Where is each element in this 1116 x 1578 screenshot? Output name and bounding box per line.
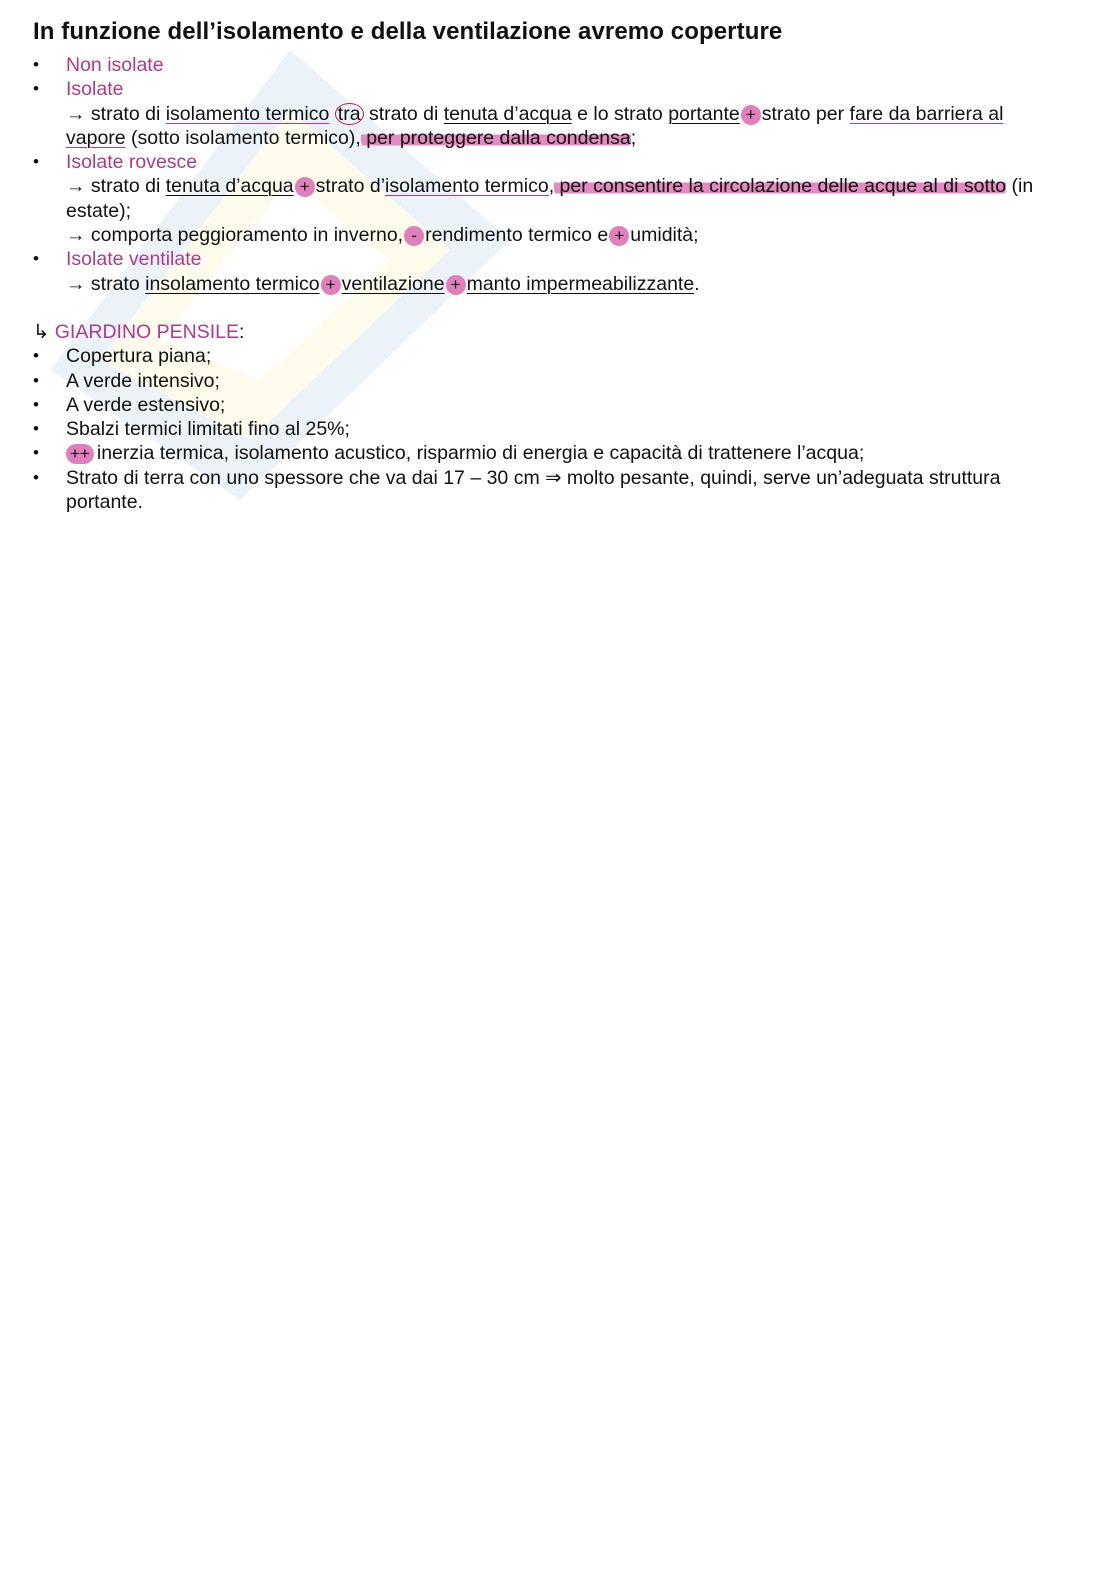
- underlined-text: isolamento termico: [165, 102, 330, 125]
- text: strato per: [761, 102, 850, 125]
- plus-plus-marker: ++: [66, 444, 94, 464]
- underlined-text: portante: [668, 102, 740, 125]
- section-label: GIARDINO PENSILE: [54, 320, 239, 343]
- text: ,: [548, 175, 555, 198]
- text: :: [238, 320, 245, 343]
- highlighted-text: per consentire la circolazione delle acque al di sotto: [554, 175, 1007, 198]
- type-label: Non isolate: [66, 54, 164, 76]
- list-item: • Sbalzi termici limitati fino al 25%;: [33, 417, 1063, 441]
- giardino-heading: [33, 320, 1063, 344]
- list-item: • A verde intensivo;: [33, 369, 1063, 393]
- text: umidità;: [630, 224, 699, 247]
- spacer: [33, 296, 1063, 320]
- type-label: Isolate: [66, 78, 124, 101]
- plus-marker: +: [321, 275, 341, 295]
- text: .: [694, 272, 700, 295]
- text: strato di: [368, 102, 444, 125]
- highlighted-text: per proteggere dalla condensa: [360, 126, 631, 149]
- plus-marker: +: [295, 177, 315, 197]
- text: inerzia termica, isolamento acustico, risparmio di energia e capacità di trattenere l’acqua;: [96, 442, 865, 465]
- text: ;: [630, 126, 637, 149]
- giardino-list: [33, 344, 1063, 514]
- list-item: [33, 53, 1063, 77]
- underlined-text: ventilazione: [341, 272, 445, 295]
- text: → strato: [66, 272, 146, 295]
- text: → comporta peggioramento in inverno,: [66, 224, 404, 247]
- plus-marker: +: [741, 105, 761, 125]
- text: strato d’: [315, 175, 386, 198]
- text: rendimento termico e: [425, 224, 609, 247]
- plus-marker: +: [609, 226, 629, 246]
- underlined-text: tenuta d’acqua: [443, 102, 572, 125]
- text: e lo strato: [571, 102, 669, 125]
- underlined-text: insolamento termico: [145, 272, 320, 295]
- underlined-text: tenuta d’acqua: [165, 175, 294, 198]
- list-item: [33, 77, 1063, 150]
- list-item: [33, 441, 1063, 465]
- type-label: Isolate ventilate: [66, 248, 202, 271]
- underlined-text: isolamento termico: [385, 175, 549, 198]
- list-item: [33, 247, 1063, 296]
- underlined-text: fare da barriera al vapore: [66, 102, 1004, 149]
- list-item: • A verde estensivo;: [33, 393, 1063, 417]
- document-body: [33, 53, 1063, 514]
- return-arrow-icon: ↳: [33, 320, 50, 343]
- list-item: • Copertura piana;: [33, 344, 1063, 368]
- list-item: • Strato di terra con uno spessore che va dai 17 – 30 cm ⇒ molto pesante, quindi, serve un’adeguata struttura portante.: [33, 466, 1063, 515]
- circled-word: tra: [335, 103, 364, 125]
- minus-marker: -: [404, 226, 424, 246]
- underlined-text: manto impermeabilizzante: [466, 272, 695, 295]
- plus-marker: +: [446, 275, 466, 295]
- text: → strato di: [66, 102, 166, 125]
- text: → strato di: [66, 175, 166, 198]
- text: (sotto isolamento termico),: [125, 126, 361, 149]
- type-label: Isolate rovesce: [66, 151, 198, 174]
- list-item: [33, 150, 1063, 247]
- coperture-list: [33, 53, 1063, 296]
- page-title: In funzione dell’isolamento e della ventilazione avremo coperture: [33, 18, 783, 45]
- text: (in estate);: [66, 175, 1034, 222]
